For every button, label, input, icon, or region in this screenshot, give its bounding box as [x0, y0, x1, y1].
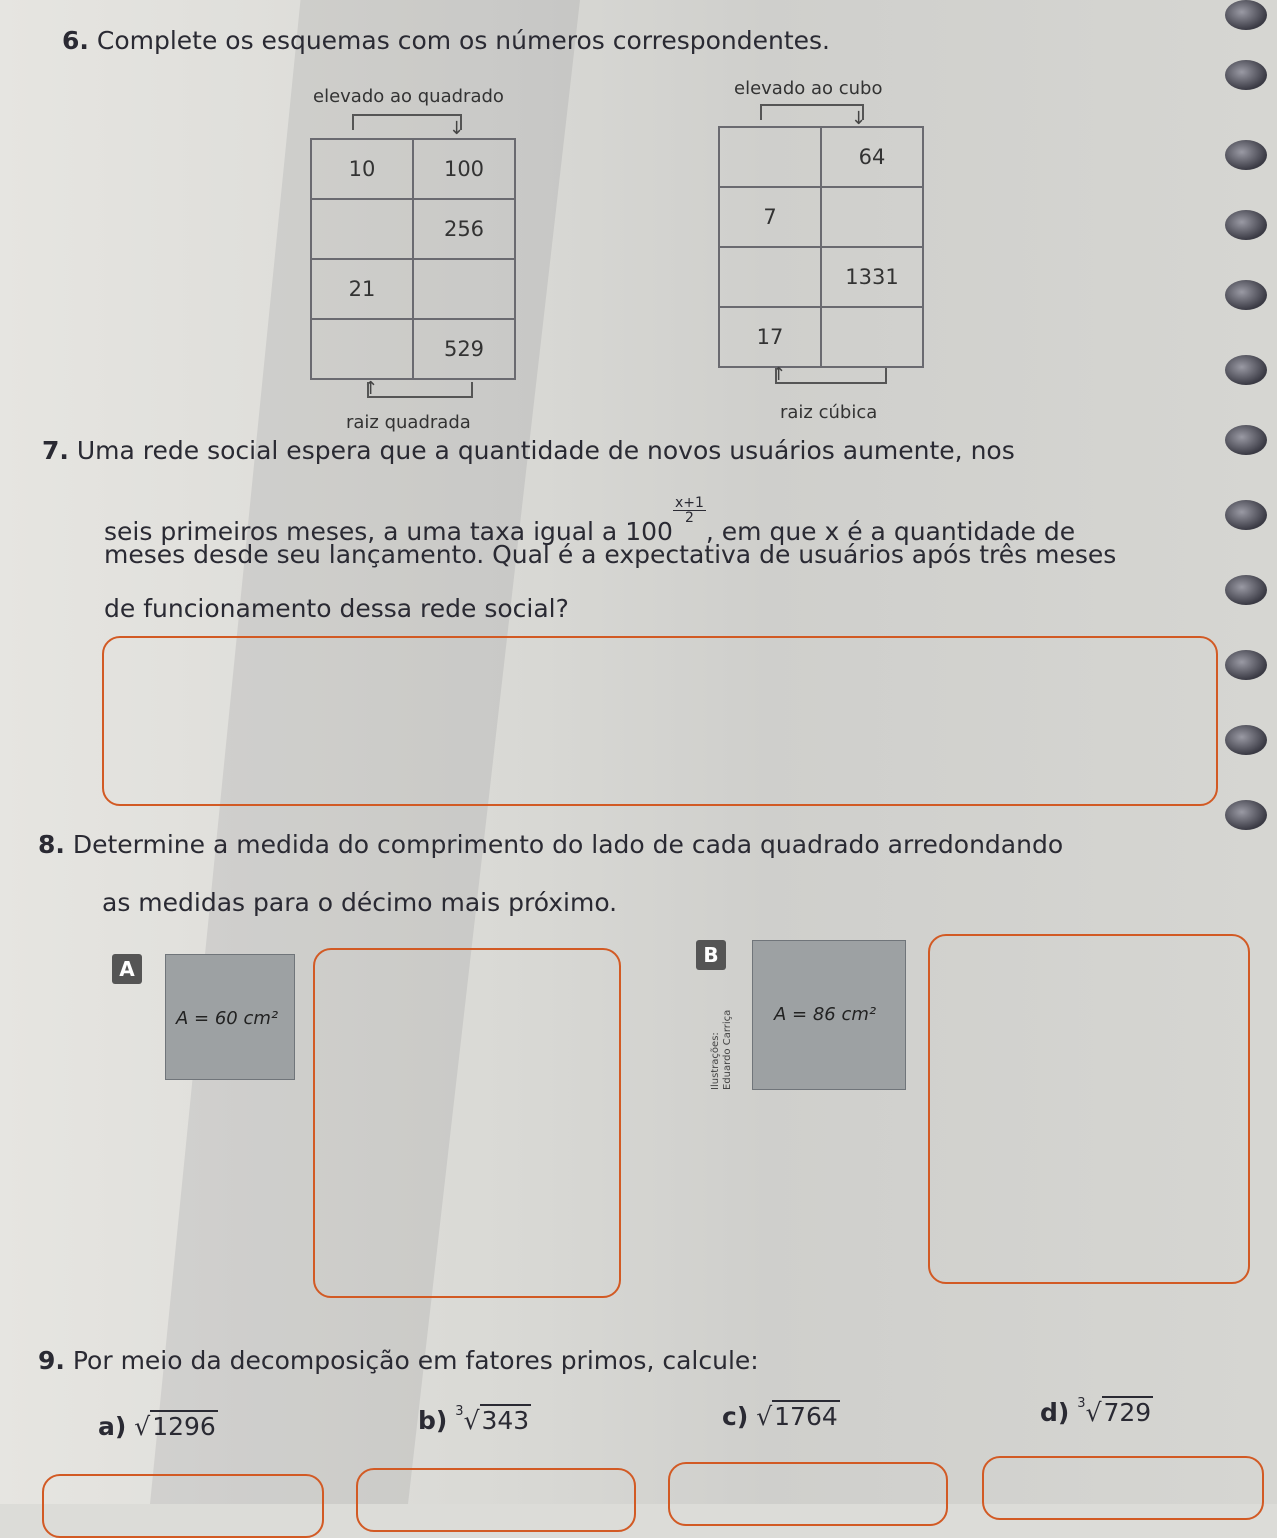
q9-c-answer-box[interactable]: [668, 1462, 948, 1526]
table-row: [311, 139, 515, 199]
credit-line2: Eduardo Carriça: [722, 1009, 733, 1090]
q8-badge-a: A: [112, 954, 142, 984]
spiral-ring: [1225, 280, 1267, 310]
arrow-down-icon: ↓: [449, 118, 465, 139]
table-cell: 21: [311, 259, 413, 319]
spiral-ring: [1225, 210, 1267, 240]
spiral-ring: [1225, 355, 1267, 385]
q7-base: 100: [625, 517, 673, 546]
spiral-ring: [1225, 425, 1267, 455]
q9-item-d: [1040, 1396, 1153, 1427]
table-cell: 100: [413, 139, 515, 199]
spiral-ring: [1225, 800, 1267, 830]
table-cell[interactable]: [311, 319, 413, 379]
table-row: [311, 199, 515, 259]
arrow-down-icon: ↓: [851, 108, 867, 129]
arrow-up-icon: ↑: [771, 364, 787, 385]
credit-line1: Ilustrações:: [710, 1032, 721, 1090]
q6-right-bottom-label: raiz cúbica: [780, 402, 878, 423]
item-letter: d): [1040, 1398, 1070, 1427]
q9-d-answer-box[interactable]: [982, 1456, 1264, 1520]
q7-line3: meses desde seu lançamento. Qual é a expectativa de usuários após três meses: [104, 540, 1117, 569]
q7-text-line2-post: , em que x é a quantidade de: [705, 517, 1076, 546]
spiral-ring: [1225, 0, 1267, 30]
q6-left-table: [310, 138, 516, 380]
spiral-ring: [1225, 60, 1267, 90]
table-row: [719, 187, 923, 247]
spiral-ring: [1225, 500, 1267, 530]
q7-answer-box[interactable]: [102, 636, 1218, 806]
table-cell: 10: [311, 139, 413, 199]
q6-heading: [62, 26, 830, 55]
table-cell: 7: [719, 187, 821, 247]
item-letter: c): [722, 1402, 749, 1431]
q7-exp-denominator: 2: [684, 510, 694, 526]
q9-item-c: [722, 1400, 840, 1431]
table-cell[interactable]: [719, 247, 821, 307]
spiral-ring: [1225, 140, 1267, 170]
arrow-up-icon: ↑: [363, 378, 379, 399]
q8-number: 8.: [38, 830, 65, 859]
table-cell[interactable]: [821, 307, 923, 367]
table-row: [311, 259, 515, 319]
q7-line4: de funcionamento dessa rede social?: [104, 594, 569, 623]
table-row: [719, 307, 923, 367]
q7-exp-numerator: x+1: [674, 495, 704, 511]
q6-right-bottom-bracket: [775, 368, 887, 384]
q9-a-answer-box[interactable]: [42, 1474, 324, 1538]
radical: $^3$√343: [455, 1404, 530, 1435]
q7-text-line2-pre: seis primeiros meses, a uma taxa igual a: [104, 517, 626, 546]
radicand: 343: [481, 1406, 530, 1435]
table-cell[interactable]: [719, 127, 821, 187]
spiral-ring: [1225, 575, 1267, 605]
q8-line1: [38, 830, 1063, 859]
table-cell: 256: [413, 199, 515, 259]
q8-badge-b: B: [696, 940, 726, 970]
q9-text: Por meio da decomposição em fatores primos, calcule:: [72, 1346, 759, 1375]
q7-line2: [104, 496, 1075, 546]
q9-item-b: [418, 1404, 531, 1435]
q7-number: 7.: [42, 436, 69, 465]
q6-left-top-label: elevado ao quadrado: [313, 86, 504, 107]
table-cell[interactable]: [821, 187, 923, 247]
radical: √1764: [756, 1402, 838, 1431]
q8-line2: as medidas para o décimo mais próximo.: [102, 888, 618, 917]
table-row: [311, 319, 515, 379]
q6-text: Complete os esquemas com os números correspondentes.: [96, 26, 831, 55]
table-cell[interactable]: [413, 259, 515, 319]
q8-b-answer-box[interactable]: [928, 934, 1250, 1284]
q7-line1: [42, 436, 1015, 465]
table-cell: 529: [413, 319, 515, 379]
illustration-credit: [710, 1010, 734, 1090]
q9-heading: [38, 1346, 759, 1375]
radicand: 729: [1103, 1398, 1152, 1427]
spiral-ring: [1225, 725, 1267, 755]
q9-number: 9.: [38, 1346, 65, 1375]
table-row: [719, 247, 923, 307]
spiral-ring: [1225, 650, 1267, 680]
table-cell: 64: [821, 127, 923, 187]
radical-index: 3: [455, 1404, 464, 1419]
q6-right-top-label: elevado ao cubo: [734, 78, 883, 99]
q6-left-top-bracket: [352, 114, 462, 130]
item-letter: b): [418, 1406, 448, 1435]
q9-item-a: [98, 1410, 218, 1441]
q9-b-answer-box[interactable]: [356, 1468, 636, 1532]
table-cell: 17: [719, 307, 821, 367]
q8-a-answer-box[interactable]: [313, 948, 621, 1298]
square-b-area-label: A = 86 cm²: [774, 1004, 877, 1025]
table-cell: 1331: [821, 247, 923, 307]
radicand: 1296: [152, 1412, 216, 1441]
q7-text-line1: Uma rede social espera que a quantidade de novos usuários aumente, nos: [76, 436, 1015, 465]
radical: √1296: [134, 1412, 216, 1441]
q7-exponent: [673, 496, 706, 525]
q6-number: 6.: [62, 26, 89, 55]
radicand: 1764: [774, 1402, 838, 1431]
q6-left-bottom-bracket: [367, 382, 473, 398]
table-cell[interactable]: [311, 199, 413, 259]
square-a-area-label: A = 60 cm²: [176, 1008, 279, 1029]
q6-left-bottom-label: raiz quadrada: [346, 412, 471, 433]
table-row: [719, 127, 923, 187]
radical-index: 3: [1077, 1396, 1086, 1411]
radical: $^3$√729: [1077, 1396, 1152, 1427]
q8-text-line1: Determine a medida do comprimento do lado de cada quadrado arredondando: [72, 830, 1064, 859]
q6-right-top-bracket: [760, 104, 864, 120]
q6-right-table: [718, 126, 924, 368]
item-letter: a): [98, 1412, 127, 1441]
